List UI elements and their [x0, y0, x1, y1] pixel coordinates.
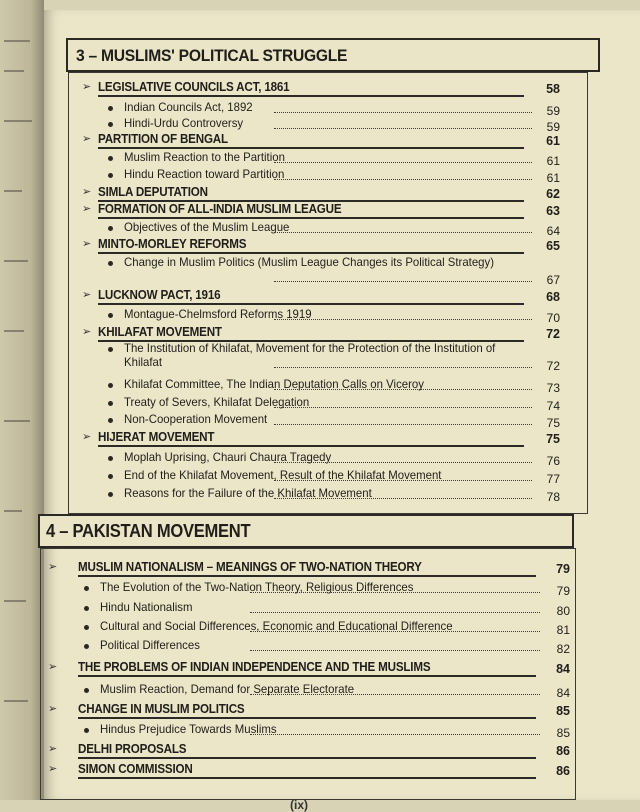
page-number: 63 [546, 204, 560, 218]
toc-subentry-label: The Institution of Khilafat, Movement for the Protection of the Institution of Khilafat [124, 341, 496, 369]
arrow-icon: ➢ [82, 238, 92, 250]
bullet-icon [108, 474, 113, 479]
toc-subentry-label: Non-Cooperation Movement [124, 412, 268, 426]
toc-subentry[interactable] [44, 255, 604, 287]
page-number: 61 [546, 154, 560, 168]
page-number: 65 [546, 239, 560, 253]
toc-heading[interactable] [44, 237, 604, 253]
toc-subentry[interactable] [44, 341, 604, 373]
page-number: 74 [546, 399, 560, 413]
toc-subentry-label: Hindi-Urdu Controversy [124, 116, 244, 130]
leader-line [274, 389, 532, 390]
page-number: 62 [546, 187, 560, 201]
toc-heading-label: MUSLIM NATIONALISM – MEANINGS OF TWO-NATION THEORY [78, 560, 422, 574]
leader-line [274, 462, 532, 463]
toc-subentry[interactable] [44, 450, 604, 466]
bullet-icon [108, 173, 113, 178]
page-number: 75 [546, 416, 560, 430]
toc-subentry-label: Change in Muslim Politics (Muslim League Changes its Political Strategy) [124, 255, 495, 269]
toc-heading[interactable] [44, 430, 604, 446]
leader-line [274, 367, 532, 368]
toc-subentry-label: Indian Councils Act, 1892 [124, 100, 253, 114]
bullet-icon [108, 156, 113, 161]
section-3-title: 3 – MUSLIMS' POLITICAL STRUGGLE [76, 46, 348, 65]
leader-line [274, 498, 532, 499]
leader-line [274, 424, 532, 425]
bullet-icon [84, 625, 89, 630]
toc-subentry-label: Political Differences [100, 638, 200, 652]
bullet-icon [108, 492, 113, 497]
page-number: 79 [556, 584, 570, 598]
bullet-icon [108, 401, 113, 406]
toc-heading-label: KHILAFAT MOVEMENT [98, 325, 222, 339]
book-spine [0, 0, 44, 800]
section-3-header [66, 38, 600, 72]
bullet-icon [108, 261, 113, 266]
toc-heading[interactable] [44, 702, 604, 718]
heading-underline [78, 675, 536, 677]
page-number: 67 [546, 273, 560, 287]
toc-subentry[interactable] [44, 486, 604, 502]
page-number: 84 [556, 686, 570, 700]
heading-underline [78, 757, 536, 759]
toc-subentry-label: Reasons for the Failure of the Khilafat Movement [124, 486, 372, 500]
toc-heading[interactable] [44, 80, 604, 96]
toc-heading-label: SIMON COMMISSION [78, 762, 193, 776]
toc-heading[interactable] [44, 560, 604, 576]
page-number: 75 [546, 432, 560, 446]
bullet-icon [108, 347, 113, 352]
leader-line [274, 112, 532, 113]
bullet-icon [84, 688, 89, 693]
page-number: 85 [556, 704, 570, 718]
spine-mark [4, 700, 28, 702]
leader-line [250, 734, 540, 735]
arrow-icon: ➢ [82, 133, 92, 145]
page-number: 61 [546, 171, 560, 185]
page-number: 59 [546, 120, 560, 134]
toc-subentry-label: Objectives of the Muslim League [124, 220, 290, 234]
bullet-icon [108, 418, 113, 423]
toc-subentry-label: Muslim Reaction, Demand for Separate Electorate [100, 682, 355, 696]
toc-subentry-label: Khilafat Committee, The Indian Deputation Calls on Viceroy [124, 377, 424, 391]
heading-underline [98, 217, 524, 219]
toc-heading-label: SIMLA DEPUTATION [98, 185, 208, 199]
leader-line [250, 631, 540, 632]
toc-page [44, 10, 640, 812]
page-number: 72 [546, 359, 560, 373]
heading-underline [78, 575, 536, 577]
arrow-icon: ➢ [48, 763, 58, 775]
bullet-icon [108, 226, 113, 231]
toc-subentry[interactable] [44, 167, 604, 183]
toc-subentry-label: Cultural and Social Differences, Economic and Educational Difference [100, 619, 453, 633]
bullet-icon [84, 728, 89, 733]
page-number-footer: (ix) [290, 798, 308, 812]
arrow-icon: ➢ [82, 289, 92, 301]
leader-line [250, 650, 540, 651]
toc-subentry-label: Muslim Reaction to the Partition [124, 150, 285, 164]
leader-line [274, 281, 532, 282]
leader-line [274, 128, 532, 129]
spine-mark [4, 420, 30, 422]
toc-heading[interactable] [44, 742, 604, 758]
toc-subentry-label: End of the Khilafat Movement, Result of the Khilafat Movement [124, 468, 442, 482]
toc-heading-label: LUCKNOW PACT, 1916 [98, 288, 221, 302]
leader-line [250, 612, 540, 613]
toc-subentry[interactable] [44, 220, 604, 236]
bullet-icon [84, 644, 89, 649]
toc-heading[interactable] [44, 762, 604, 778]
spine-mark [4, 40, 30, 42]
spine-mark [4, 70, 24, 72]
leader-line [274, 319, 532, 320]
arrow-icon: ➢ [82, 203, 92, 215]
section-4-title: 4 – PAKISTAN MOVEMENT [46, 521, 251, 541]
heading-underline [98, 303, 524, 305]
page-number: 70 [546, 311, 560, 325]
arrow-icon: ➢ [48, 743, 58, 755]
toc-heading[interactable] [44, 202, 604, 218]
page-number: 64 [546, 224, 560, 238]
page-number: 58 [546, 82, 560, 96]
toc-heading-label: CHANGE IN MUSLIM POLITICS [78, 702, 245, 716]
toc-subentry-label: The Evolution of the Two-Nation Theory, Religious Differences [100, 580, 414, 594]
toc-subentry[interactable] [44, 682, 604, 698]
section-4-header [38, 514, 574, 548]
spine-mark [4, 120, 32, 122]
arrow-icon: ➢ [48, 561, 58, 573]
spine-mark [4, 600, 26, 602]
toc-subentry-label: Hindu Reaction toward Partition [124, 167, 285, 181]
page-number: 86 [556, 764, 570, 778]
arrow-icon: ➢ [82, 326, 92, 338]
toc-subentry-label: Hindu Nationalism [100, 600, 193, 614]
bullet-icon [108, 313, 113, 318]
bullet-icon [108, 122, 113, 127]
leader-line [250, 694, 540, 695]
page-number: 85 [556, 726, 570, 740]
heading-underline [98, 95, 524, 97]
toc-subentry-label: Moplah Uprising, Chauri Chaura Tragedy [124, 450, 332, 464]
page-number: 81 [556, 623, 570, 637]
toc-subentry[interactable] [44, 580, 604, 596]
spine-mark [4, 190, 22, 192]
toc-subentry[interactable] [44, 307, 604, 323]
page-number: 68 [546, 290, 560, 304]
arrow-icon: ➢ [82, 186, 92, 198]
toc-subentry-label: Montague-Chelmsford Reforms 1919 [124, 307, 312, 321]
page-number: 61 [546, 134, 560, 148]
toc-subentry[interactable] [44, 150, 604, 166]
leader-line [274, 480, 532, 481]
toc-subentry[interactable] [44, 638, 604, 654]
arrow-icon: ➢ [48, 703, 58, 715]
arrow-icon: ➢ [82, 81, 92, 93]
toc-subentry[interactable] [44, 412, 604, 428]
page-number: 82 [556, 642, 570, 656]
toc-heading-label: LEGISLATIVE COUNCILS ACT, 1861 [98, 80, 290, 94]
page-number: 84 [556, 662, 570, 676]
toc-heading-label: HIJERAT MOVEMENT [98, 430, 215, 444]
leader-line [274, 407, 532, 408]
page-number: 79 [556, 562, 570, 576]
page-number: 59 [546, 104, 560, 118]
page-number: 78 [546, 490, 560, 504]
toc-heading[interactable] [44, 132, 604, 148]
leader-line [274, 232, 532, 233]
heading-underline [98, 252, 524, 254]
bullet-icon [108, 383, 113, 388]
toc-subentry[interactable] [44, 468, 604, 484]
toc-subentry-label: Hindus Prejudice Towards Muslims [100, 722, 277, 736]
page-number: 80 [556, 604, 570, 618]
page-number: 73 [546, 381, 560, 395]
toc-subentry[interactable] [44, 395, 604, 411]
arrow-icon: ➢ [48, 661, 58, 673]
toc-heading[interactable] [44, 325, 604, 341]
toc-heading[interactable] [44, 288, 604, 304]
arrow-icon: ➢ [82, 431, 92, 443]
spine-mark [4, 330, 24, 332]
toc-subentry[interactable] [44, 116, 604, 132]
toc-heading-label: THE PROBLEMS OF INDIAN INDEPENDENCE AND THE MUSLIMS [78, 660, 431, 674]
leader-line [250, 592, 540, 593]
page-number: 72 [546, 327, 560, 341]
bullet-icon [108, 106, 113, 111]
toc-subentry[interactable] [44, 377, 604, 393]
bullet-icon [84, 606, 89, 611]
toc-heading[interactable] [44, 660, 604, 676]
toc-heading-label: MINTO-MORLEY REFORMS [98, 237, 247, 251]
bullet-icon [108, 456, 113, 461]
spine-mark [4, 510, 22, 512]
heading-underline [98, 445, 524, 447]
toc-heading-label: DELHI PROPOSALS [78, 742, 187, 756]
toc-subentry[interactable] [44, 100, 604, 116]
toc-heading-label: FORMATION OF ALL-INDIA MUSLIM LEAGUE [98, 202, 342, 216]
toc-subentry[interactable] [44, 600, 604, 616]
page-number: 86 [556, 744, 570, 758]
spine-mark [4, 260, 28, 262]
heading-underline [98, 147, 524, 149]
leader-line [274, 179, 532, 180]
heading-underline [78, 777, 536, 779]
toc-heading-label: PARTITION OF BENGAL [98, 132, 228, 146]
bullet-icon [84, 586, 89, 591]
heading-underline [78, 717, 536, 719]
toc-subentry[interactable] [44, 722, 604, 738]
page-number: 76 [546, 454, 560, 468]
leader-line [274, 162, 532, 163]
toc-heading[interactable] [44, 185, 604, 201]
toc-subentry[interactable] [44, 619, 604, 635]
page-number: 77 [546, 472, 560, 486]
toc-subentry-label: Treaty of Severs, Khilafat Delegation [124, 395, 310, 409]
